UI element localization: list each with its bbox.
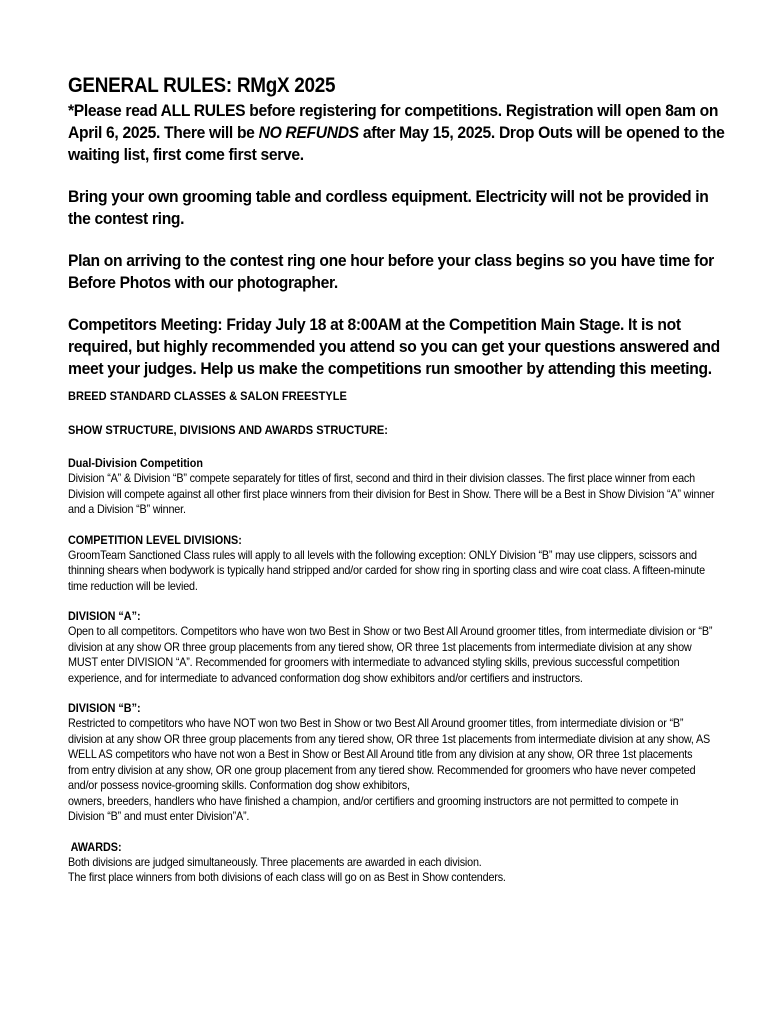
document-title: GENERAL RULES: RMgX 2025 — [68, 74, 336, 97]
registration-notice-start: *Please read ALL RULES before registering for competitions. Registration will open 8am on April 6, 2025. There will be — [68, 101, 719, 142]
competition-levels-text: GroomTeam Sanctioned Class rules will apply to all levels with the following exception: ONLY Division “B” may use clippers, scissors and thinning shears when bodywork is typically hand stripped and/or carded for show ring in sporting class and wire coat class. A fifteen-minute time reduction will be levied. — [68, 547, 705, 593]
dual-division-heading: Dual-Division Competition — [68, 456, 203, 470]
meeting-notice: Competitors Meeting: Friday July 18 at 8:00AM at the Competition Main Stage. It is not required, but highly recommended you attend so you can get your questions answered and meet your judges. Help us make the competitions run smoother by attending this meeting. — [68, 315, 720, 378]
division-a-heading: DIVISION “A”: — [68, 609, 141, 623]
competition-levels-heading: COMPETITION LEVEL DIVISIONS: — [68, 532, 242, 547]
dual-division-section — [68, 456, 716, 518]
awards-heading: AWARDS: — [68, 839, 122, 854]
awards-line-1: Both divisions are judged simultaneously. Three placements are awarded in each division. — [68, 854, 482, 869]
division-b-heading: DIVISION “B”: — [68, 701, 141, 715]
awards-line-2: The first place winners from both divisions of each class will go on as Best in Show contenders. — [68, 870, 506, 884]
division-a-text: Open to all competitors. Competitors who have won two Best in Show or two Best All Around groomer titles, from intermediate division or “B” division at any show OR three group placements from any tiered show, OR three 1st placements from intermediate division at any show MUST enter DIVISION “A”. Recommended for groomers with intermediate to advanced styling skills, previous successful competition experience, and for intermediate to advanced conformation dog show exhibitors and/or certifiers and instructors. — [68, 624, 713, 685]
show-structure-heading: SHOW STRUCTURE, DIVISIONS AND AWARDS STRUCTURE: — [68, 423, 388, 437]
competition-levels-section — [68, 533, 716, 595]
document-body — [68, 72, 728, 901]
division-b-section — [68, 701, 716, 825]
dual-division-text: Division “A” & Division “B” compete separately for titles of first, second and third in their division classes. The first place winner from each Division will compete against all other first place winners from their division for Best in Show. There will be a Best in Show Division “A” winner and a Division “B” winner. — [68, 471, 715, 516]
division-a-section — [68, 609, 716, 686]
registration-notice-end: after May 15, 2025. Drop Outs will be opened to the waiting list, first come first serve. — [68, 123, 725, 164]
no-refunds-emphasis: NO REFUNDS — [258, 123, 359, 142]
equipment-notice: Bring your own grooming table and cordless equipment. Electricity will not be provided in the contest ring. — [68, 187, 709, 228]
arrival-notice: Plan on arriving to the contest ring one hour before your class begins so you have time for Before Photos with our photographer. — [68, 251, 714, 292]
awards-section — [68, 840, 716, 886]
division-b-restrictions: owners, breeders, handlers who have finished a champion, and/or certifiers and grooming instructors are not permitted to compete in Division “B” and must enter Division”A”. — [68, 793, 679, 823]
registration-notice — [68, 100, 730, 166]
division-b-text: Restricted to competitors who have NOT won two Best in Show or two Best All Around groomer titles, from intermediate division or “B” division at any show OR three group placements from any tiered show, OR three 1st placements from intermediate division at any show, AS WELL AS competitors who have not won a Best in Show or Best All Around title from any division at any show, OR three 1st placements from entry division at any show, OR one group placement from any tiered show. Recommended for groomers who have never competed and/or possess novice-grooming skills. Conformation dog show exhibitors, — [68, 716, 711, 792]
breed-standard-heading: BREED STANDARD CLASSES & SALON FREESTYLE — [68, 389, 347, 403]
